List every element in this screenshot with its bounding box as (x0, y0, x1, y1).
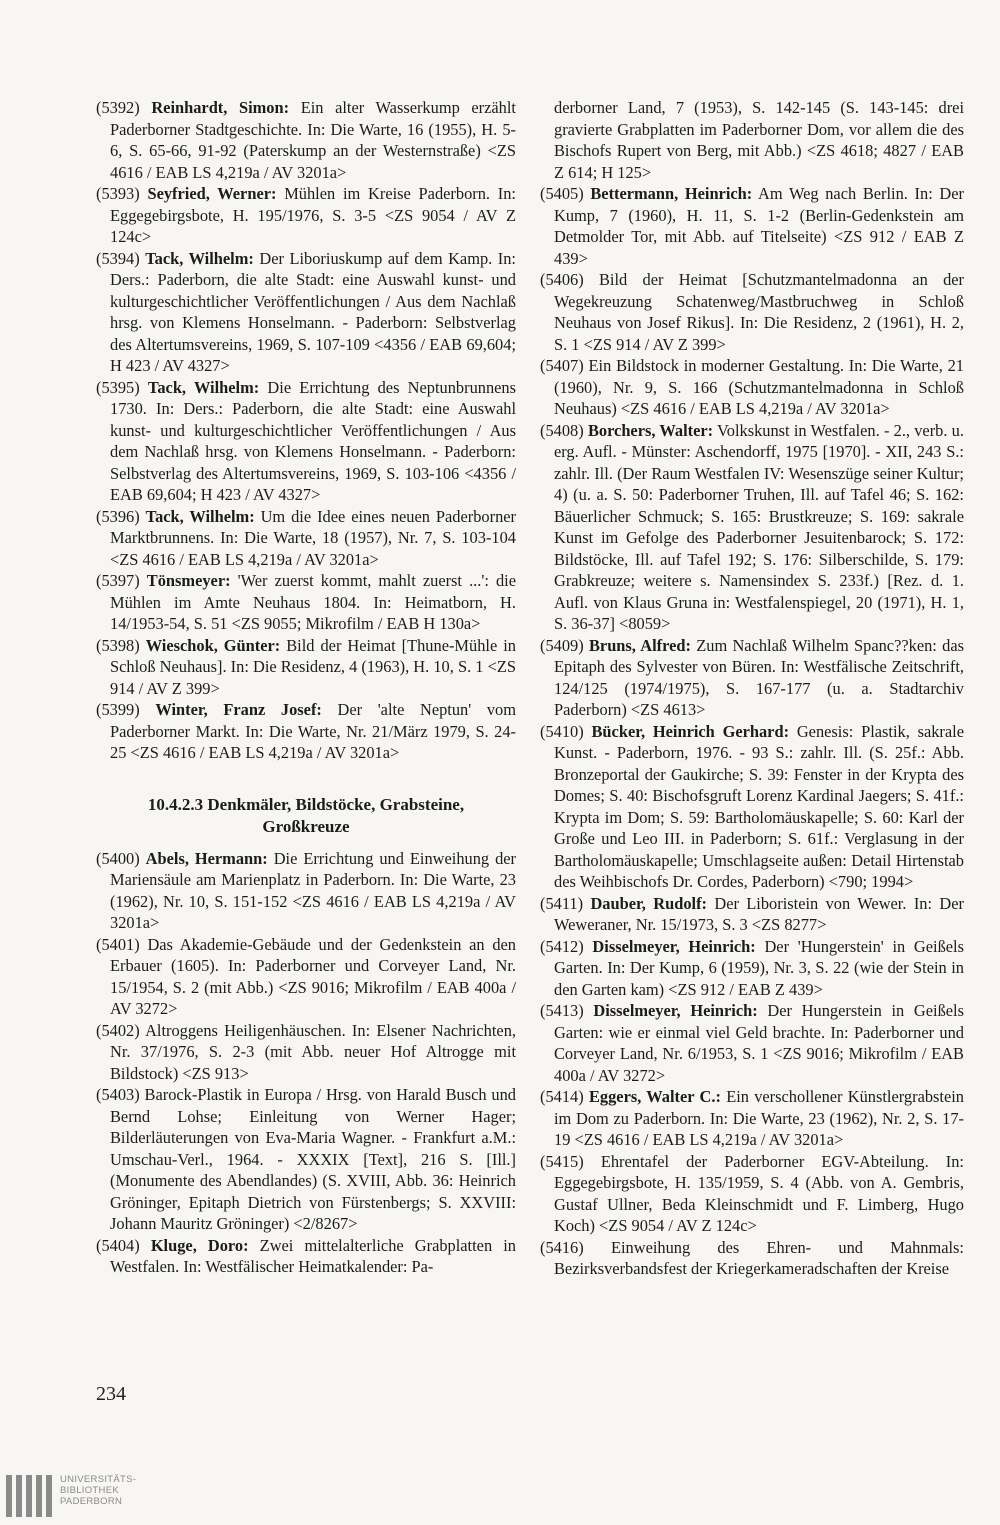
right-column (540, 97, 964, 1280)
entry-number: (5413) (540, 1001, 584, 1020)
entry-number: (5394) (96, 248, 140, 268)
entry-number: (5396) (96, 506, 140, 526)
library-name-line1: UNIVERSITÄTS- (60, 1474, 137, 1485)
entry-text: Der Liboristein von Wewer. In: Der Weweraner, Nr. 15/1973, S. 3 <ZS 8277> (554, 893, 964, 934)
bibliography-entry (96, 1020, 516, 1085)
entry-text: Der 'alte Neptun' vom Paderborner Markt. In: Die Warte, Nr. 21/März 1979, S. 24-25 <ZS 4616 / EAB LS 4,219a / AV 3201a> (110, 700, 516, 762)
entry-text: Einweihung des Ehren- und Mahnmals: Bezirksverbandsfest der Kriegerkameradschaften der Kreise (554, 1237, 964, 1278)
entry-number: (5399) (96, 700, 140, 719)
entry-text: Altroggens Heiligenhäuschen. In: Elsener Nachrichten, Nr. 37/1976, S. 2-3 (mit Abb. neuer Hof Altrogge mit Bildstock) <ZS 913> (110, 1020, 516, 1083)
bibliography-entry (96, 248, 516, 377)
section-heading: 10.4.2.3 Denkmäler, Bildstöcke, Grabsteine, Großkreuze (147, 794, 465, 836)
entry-number: (5416) (540, 1237, 584, 1257)
page-number: 234 (96, 1383, 126, 1405)
bibliography-entry (540, 420, 964, 635)
bibliography-entry (96, 183, 516, 248)
entry-number: (5404) (96, 1235, 140, 1255)
entry-text: Ehrentafel der Paderborner EGV-Abteilung. In: Eggegebirgsbote, H. 135/1959, S. 4 (Abb. von A. Gembris, Gustaf Ullner, Beda Kleinschmidt und F. Limberg, Hugo Koch) <ZS 9054 / AV Z 124c> (554, 1151, 964, 1235)
bibliography-entry (96, 570, 516, 635)
entry-author: Seyfried, Werner: (147, 184, 277, 203)
entry-number: (5400) (96, 848, 140, 868)
entry-author: Dauber, Rudolf: (590, 893, 707, 913)
entry-number: (5395) (96, 377, 140, 397)
left-column (96, 97, 516, 1278)
bibliography-entry (96, 934, 516, 1020)
entry-author: Wieschok, Günter: (145, 635, 281, 655)
entry-number: (5403) (96, 1085, 140, 1104)
entry-text: Zwei mittelalterliche Grabplatten in Westfalen. In: Westfälischer Heimatkalender: Pa- (110, 1235, 516, 1276)
entry-number: (5402) (96, 1020, 140, 1040)
entry-author: Kluge, Doro: (150, 1235, 249, 1255)
bibliography-entry (540, 721, 964, 893)
entry-author: Disselmeyer, Heinrich: (593, 1001, 758, 1020)
entry-text: Das Akademie-Gebäude und der Gedenkstein an den Erbauer (1605). In: Paderborner und Corveyer Land, Nr. 15/1954, S. 2 (mit Abb.) <ZS 9016; Mikrofilm / EAB 400a / AV 3272> (110, 934, 516, 1018)
entry-number: (5392) (96, 98, 140, 117)
entry-author: Bruns, Alfred: (588, 635, 691, 655)
entry-number: (5414) (540, 1087, 584, 1106)
bibliography-entry (540, 936, 964, 1001)
entry-text: Ein Bildstock in moderner Gestaltung. In: Die Warte, 21 (1960), Nr. 9, S. 166 (Schutzmantelmadonna in Schloß Neuhaus) <ZS 4616 / EAB LS 4,219a / AV 3201a> (554, 356, 964, 418)
entry-number: (5406) (540, 270, 584, 289)
entry-text: Barock-Plastik in Europa / Hrsg. von Harald Busch und Bernd Lohse; Einleitung von Werner Hager; Bilderläuterungen von Eva-Maria Wagner. - Frankfurt a.M.: Umschau-Verl., 1964. - XXXIX [Text], 216 S. [Ill.] (Monumente des Abendlandes) (S. XVIII, Abb. 36: Heinrich Gröninger, Epitaph Dietrich von Fürstenbergs; S. XXVIII: Johann Mauritz Gröninger) <2/8267> (110, 1085, 516, 1233)
bibliography-entry (96, 699, 516, 764)
entry-text: Am Weg nach Berlin. In: Der Kump, 7 (1960), H. 11, S. 1-2 (Berlin-Gedenkstein am Detmolder Tor, mit Abb. auf Titelseite) <ZS 912 / EAB Z 439> (554, 184, 964, 268)
entry-text: Ein verschollener Künstlergrabstein im Dom zu Paderborn. In: Die Warte, 23 (1962), Nr. 2, S. 17-19 <ZS 4616 / EAB LS 4,219a / AV 3201a> (554, 1087, 964, 1149)
entry-author: Abels, Hermann: (145, 848, 268, 868)
bibliography-entry (96, 506, 516, 571)
bibliography-entry (96, 377, 516, 506)
logo-bars-icon (6, 1475, 52, 1517)
entry-author: Tack, Wilhelm: (147, 377, 260, 397)
bibliography-entry (96, 1235, 516, 1278)
entry-text: Die Errichtung des Neptunbrunnens 1730. In: Ders.: Paderborn, die alte Stadt: eine Auswahl kunst- und kulturgeschichtlicher Veröffentlichungen / Aus dem Nachlaß hrsg. von Klemens Honselmann. - Paderborn: Selbstverlag des Altertumsvereins, 1969, S. 103-106 <4356 / EAB 69,604; H 423 / AV 4327> (110, 377, 517, 504)
bibliography-entry (540, 269, 964, 355)
entry-number: (5411) (540, 893, 584, 913)
bibliography-entry (540, 893, 964, 936)
entry-author: Disselmeyer, Heinrich: (592, 936, 756, 956)
bibliography-entry (96, 635, 516, 700)
entry-number: (5398) (96, 635, 140, 655)
entry-text: Bild der Heimat [Schutzmantelmadonna an der Wegekreuzung Schatenweg/Mastbruchweg in Schloß Neuhaus von Josef Rikus]. In: Die Residenz, 2 (1961), H. 2, S. 1 <ZS 914 / AV Z 399> (554, 270, 964, 354)
bibliography-entry (540, 183, 964, 269)
entry-number: (5401) (96, 934, 140, 954)
entry-number: (5393) (96, 184, 140, 203)
entry-author: Tack, Wilhelm: (145, 506, 255, 526)
entry-text: Genesis: Plastik, sakrale Kunst. - Paderborn, 1976. - 93 S.: zahlr. Ill. (S. 25f.: Abb. Bronzeportal der Gaukirche; S. 39: Fenster in der Krypta des Domes; S. 40: Bischofsgruft Lorenz Kardinal Jaegers; S. 41f.: Krypta im Dom; S. 59: Bartholomäuskapelle; S. 60: Karl der Große und Leo III. in Paderborn; S. 61f.: Verglasung in der Bartholomäuskapelle; Umschlagseite außen: Detail Hirtenstab des Weihbischofs Dr. Cordes, Paderborn) <790; 1994> (554, 721, 964, 891)
entry-number: (5397) (96, 571, 140, 590)
bibliography-entry (540, 1151, 964, 1237)
entry-number: (5412) (540, 936, 584, 956)
bibliography-entry (540, 1000, 964, 1086)
entry-author: Tack, Wilhelm: (145, 248, 254, 268)
entry-number: (5405) (540, 184, 584, 203)
bibliography-entry (96, 848, 516, 934)
library-logo (0, 1473, 170, 1525)
entry-text: Der Liboriuskump auf dem Kamp. In: Ders.: Paderborn, die alte Stadt: eine Auswahl kunst- und kulturgeschichtlicher Veröffentlichungen / Aus dem Nachlaß hrsg. von Klemens Honselmann. - Paderborn: Selbstverlag des Altertumsvereins, 1969, S. 107-109 <4356 / EAB 69,604; H 423 / AV 4327> (110, 248, 516, 375)
library-name-line3: PADERBORN (60, 1496, 123, 1507)
entry-author: Eggers, Walter C.: (588, 1087, 721, 1106)
entry-text: 'Wer zuerst kommt, mahlt zuerst ...': die Mühlen im Amte Neuhaus 1804. In: Heimatborn, H. 14/1953-54, S. 51 <ZS 9055; Mikrofilm / EAB H 130a> (110, 571, 516, 633)
bibliography-entry (540, 635, 964, 721)
bibliography-entry (96, 1084, 516, 1235)
entry-number: (5408) (540, 420, 584, 440)
entry-author: Bettermann, Heinrich: (590, 184, 753, 203)
entry-text: Volkskunst in Westfalen. - 2., verb. u. erg. Aufl. - Münster: Aschendorff, 1975 [1970]. - XII, 243 S.: zahlr. Ill. (Der Raum Westfalen IV: Wesenszüge seiner Kultur; 4) (u. a. S. 50: Paderborner Truhen, Ill. auf Tafel 46; S. 162: Bäuerlicher Schmuck; S. 165: Brustkreuze; S. 169: sakrale Kunst im Gefolge des Paderborner Jesuitenbarock; S. 172: Bildstöcke, Ill. auf Tafel 192; S. 176: Silberschilde, S. 179: Grabkreuze; weitere s. Namensindex S. 233f.) [Rez. d. 1. Aufl. von Klaus Gruna in: Westfalenspiegel, 20 (1971), H. 1, S. 36-37] <8059> (554, 420, 964, 633)
entry-text: Die Errichtung und Einweihung der Mariensäule am Marienplatz in Paderborn. In: Die Warte, 23 (1962), Nr. 10, S. 151-152 <ZS 4616 / EAB LS 4,219a / AV 3201a> (110, 848, 516, 932)
bibliography-entry (540, 355, 964, 420)
entry-text: Um die Idee eines neuen Paderborner Marktbrunnens. In: Die Warte, 18 (1957), Nr. 7, S. 103-104 <ZS 4616 / EAB LS 4,219a / AV 3201a> (110, 506, 516, 569)
entry-number: (5409) (540, 635, 584, 655)
entry-text: Zum Nachlaß Wilhelm Spanc??ken: das Epitaph des Sylvester von Büren. In: Westfälische Zeitschrift, 124/125 (1974/1975), S. 167-177 (u. a. Stadtarchiv Paderborn) <ZS 4613> (554, 635, 964, 719)
entry-number: (5410) (540, 721, 584, 741)
entry-author: Winter, Franz Josef: (155, 700, 322, 719)
entry-text: Der 'Hungerstein' in Geißels Garten. In: Der Kump, 6 (1959), Nr. 3, S. 22 (wie der Stein in den Garten kam) <ZS 912 / EAB Z 439> (554, 936, 964, 999)
entry-author: Tönsmeyer: (146, 571, 231, 590)
library-name (60, 1474, 136, 1507)
entry-number: (5415) (540, 1151, 584, 1171)
bibliography-entry (96, 97, 516, 183)
entry-number: (5407) (540, 356, 584, 375)
entry-author: Reinhardt, Simon: (151, 98, 290, 117)
entry-author: Bücker, Heinrich Gerhard: (591, 721, 790, 741)
entry-author: Borchers, Walter: (587, 420, 714, 440)
bibliography-entry (540, 1086, 964, 1151)
continuation-text: derborner Land, 7 (1953), S. 142-145 (S. 143-145: drei gravierte Grabplatten im Paderborner Dom, vor allem die des Bischofs Rupert von Berg, mit Abb.) <ZS 4618; 4827 / EAB Z 614; H 125> (554, 98, 964, 182)
entry-text: Der Hungerstein in Geißels Garten: wie er einmal viel Geld brachte. In: Paderborner und Corveyer Land, Nr. 6/1953, S. 1 <ZS 9016; Mikrofilm / EAB 400a / AV 3272> (554, 1001, 964, 1085)
library-name-line2: BIBLIOTHEK (60, 1485, 119, 1496)
entry-text: Ein alter Wasserkump erzählt Paderborner Stadtgeschichte. In: Die Warte, 16 (1955), H. 5-6, S. 65-66, 91-92 (Paterskump an der Westernstraße) <ZS 4616 / EAB LS 4,219a / AV 3201a> (110, 98, 516, 182)
entry-text: Mühlen im Kreise Paderborn. In: Eggegebirgsbote, H. 195/1976, S. 3-5 <ZS 9054 / AV Z 124c> (110, 184, 516, 246)
entry-text: Bild der Heimat [Thune-Mühle in Schloß Neuhaus]. In: Die Residenz, 4 (1963), H. 10, S. 1 <ZS 914 / AV Z 399> (110, 635, 516, 698)
bibliography-entry (540, 1237, 964, 1280)
